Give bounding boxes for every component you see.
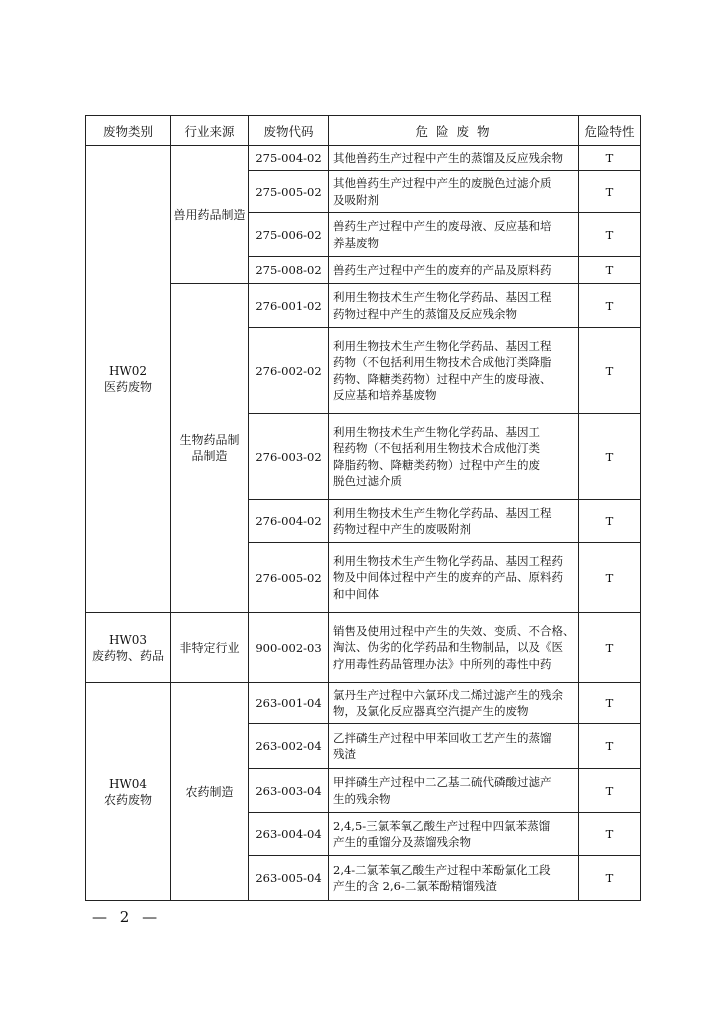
hazard-property-cell: T xyxy=(579,257,641,284)
waste-code-cell: 276-005-02 xyxy=(249,543,329,613)
category-cell xyxy=(86,683,171,901)
waste-description-cell xyxy=(329,414,579,500)
waste-code-cell: 263-003-04 xyxy=(249,769,329,813)
industry-line: 品制造 xyxy=(191,449,228,463)
header-waste-category: 废物类别 xyxy=(86,116,171,146)
table-row xyxy=(86,683,641,724)
waste-description-line: 养基废物 xyxy=(333,235,379,250)
waste-description-line: 降脂药物、降糖类药物）过程中产生的废 xyxy=(333,457,540,472)
industry-line: 兽用药品制造 xyxy=(173,207,246,222)
hazard-property-cell: T xyxy=(579,171,641,213)
hazard-property-cell: T xyxy=(579,500,641,543)
category-code: HW03 xyxy=(108,632,148,647)
waste-code-cell: 263-001-04 xyxy=(249,683,329,724)
waste-description-line: 疗用毒性药品管理办法》中所列的毒性中药 xyxy=(333,656,552,671)
waste-description-line: 兽药生产过程中产生的废弃的产品及原料药 xyxy=(333,262,552,277)
waste-description-cell xyxy=(329,543,579,613)
industry-cell xyxy=(171,613,249,683)
hazard-property-cell: T xyxy=(579,769,641,813)
waste-description-line: 利用生物技术生产生物化学药品、基因工 xyxy=(333,424,540,439)
header-industry-source: 行业来源 xyxy=(171,116,249,146)
waste-description-cell xyxy=(329,284,579,328)
waste-description-line: 利用生物技术生产生物化学药品、基因工程 xyxy=(333,505,552,520)
waste-description-cell xyxy=(329,683,579,724)
industry-cell xyxy=(171,284,249,613)
waste-description-line: 和中间体 xyxy=(333,586,379,601)
industry-cell xyxy=(171,683,249,901)
hazard-property-cell: T xyxy=(579,543,641,613)
waste-description-line: 氯丹生产过程中六氯环戊二烯过滤产生的残余 xyxy=(333,687,563,702)
waste-code-cell: 263-004-04 xyxy=(249,813,329,856)
table-row xyxy=(86,613,641,683)
waste-description-cell xyxy=(329,500,579,543)
waste-description-line: 兽药生产过程中产生的废母液、反应基和培 xyxy=(333,219,552,233)
hazard-property-cell: T xyxy=(579,146,641,171)
hazard-property-cell: T xyxy=(579,856,641,901)
waste-code-cell: 276-003-02 xyxy=(249,414,329,500)
waste-description-line: 药物、降糖类药物）过程中产生的废母液、 xyxy=(333,371,552,386)
header-waste-code: 废物代码 xyxy=(249,116,329,146)
hazard-property-cell: T xyxy=(579,414,641,500)
waste-code-cell: 276-001-02 xyxy=(249,284,329,328)
waste-code-cell: 275-004-02 xyxy=(249,146,329,171)
waste-description-line: 甲拌磷生产过程中二乙基二硫代磷酸过滤产 xyxy=(333,775,552,789)
waste-description-cell xyxy=(329,613,579,683)
hazard-property-cell: T xyxy=(579,813,641,856)
hazard-property-cell: T xyxy=(579,328,641,414)
industry-cell xyxy=(171,146,249,284)
waste-description-line: 物，及氯化反应器真空汽提产生的废物 xyxy=(333,704,529,718)
header-hazard-property: 危险特性 xyxy=(579,116,641,146)
category-name: 医药废物 xyxy=(103,380,152,394)
waste-description-cell xyxy=(329,213,579,257)
waste-description-line: 产生的含 2,6-二氯苯酚精馏残渣 xyxy=(333,879,497,893)
hazard-property-cell: T xyxy=(579,724,641,769)
waste-description-line: 反应基和培养基废物 xyxy=(333,388,437,402)
industry-line: 生物药品制 xyxy=(179,433,240,447)
waste-code-cell: 276-004-02 xyxy=(249,500,329,543)
waste-description-cell xyxy=(329,813,579,856)
waste-description-line: 程药物（不包括利用生物技术合成他汀类 xyxy=(333,441,540,455)
waste-description-line: 淘汰、伪劣的化学药品和生物制品，以及《医 xyxy=(333,640,563,655)
waste-description-line: 及吸附剂 xyxy=(333,192,379,207)
hazardous-waste-table xyxy=(85,115,641,901)
page-number: — 2 — xyxy=(92,908,158,926)
waste-description-line: 其他兽药生产过程中产生的废脱色过滤介质 xyxy=(333,176,552,190)
waste-description-line: 利用生物技术生产生物化学药品、基因工程药 xyxy=(333,553,563,568)
waste-description-line: 残渣 xyxy=(333,747,356,761)
header-row xyxy=(86,116,641,146)
waste-description-line: 销售及使用过程中产生的失效、变质、不合格、 xyxy=(333,623,575,638)
header-hazardous-waste: 危 险 废 物 xyxy=(329,116,579,146)
hazard-property-cell: T xyxy=(579,613,641,683)
category-cell xyxy=(86,613,171,683)
category-code: HW02 xyxy=(108,364,148,378)
waste-code-cell: 263-005-04 xyxy=(249,856,329,901)
table-row xyxy=(86,146,641,171)
waste-description-cell xyxy=(329,146,579,171)
industry-line: 非特定行业 xyxy=(179,640,240,655)
waste-description-line: 物及中间体过程中产生的废弃的产品、原料药 xyxy=(333,570,563,585)
waste-description-cell xyxy=(329,856,579,901)
waste-description-line: 利用生物技术生产生物化学药品、基因工程 xyxy=(333,290,552,304)
waste-description-cell xyxy=(329,769,579,813)
waste-description-line: 其他兽药生产过程中产生的蒸馏及反应残余物 xyxy=(333,150,563,165)
category-cell xyxy=(86,146,171,613)
industry-line: 农药制造 xyxy=(185,784,234,799)
hazard-property-cell: T xyxy=(579,284,641,328)
waste-description-cell xyxy=(329,257,579,284)
waste-description-line: 2,4,5-三氯苯氧乙酸生产过程中四氯苯蒸馏 xyxy=(333,818,551,833)
waste-code-cell: 275-006-02 xyxy=(249,213,329,257)
waste-code-cell: 900-002-03 xyxy=(249,613,329,683)
waste-description-line: 生的残余物 xyxy=(333,791,391,806)
waste-description-cell xyxy=(329,724,579,769)
waste-description-line: 药物过程中产生的废吸附剂 xyxy=(333,522,471,536)
waste-code-cell: 276-002-02 xyxy=(249,328,329,414)
category-name: 农药废物 xyxy=(103,792,152,807)
hazard-property-cell: T xyxy=(579,683,641,724)
waste-code-cell: 275-005-02 xyxy=(249,171,329,213)
hazard-property-cell: T xyxy=(579,213,641,257)
waste-code-cell: 263-002-04 xyxy=(249,724,329,769)
waste-code-cell: 275-008-02 xyxy=(249,257,329,284)
category-code: HW04 xyxy=(108,776,148,791)
waste-description-line: 乙拌磷生产过程中甲苯回收工艺产生的蒸馏 xyxy=(333,730,552,745)
waste-description-line: 利用生物技术生产生物化学药品、基因工程 xyxy=(333,338,552,353)
waste-description-line: 2,4-二氯苯氧乙酸生产过程中苯酚氯化工段 xyxy=(333,862,551,877)
waste-description-line: 产生的重馏分及蒸馏残余物 xyxy=(333,835,471,849)
waste-description-line: 脱色过滤介质 xyxy=(333,474,402,488)
waste-description-cell xyxy=(329,171,579,213)
waste-description-line: 药物过程中产生的蒸馏及反应残余物 xyxy=(333,306,517,321)
category-name: 废药物、药品 xyxy=(91,648,164,663)
waste-description-line: 药物（不包括利用生物技术合成他汀类降脂 xyxy=(333,355,552,369)
waste-description-cell xyxy=(329,328,579,414)
